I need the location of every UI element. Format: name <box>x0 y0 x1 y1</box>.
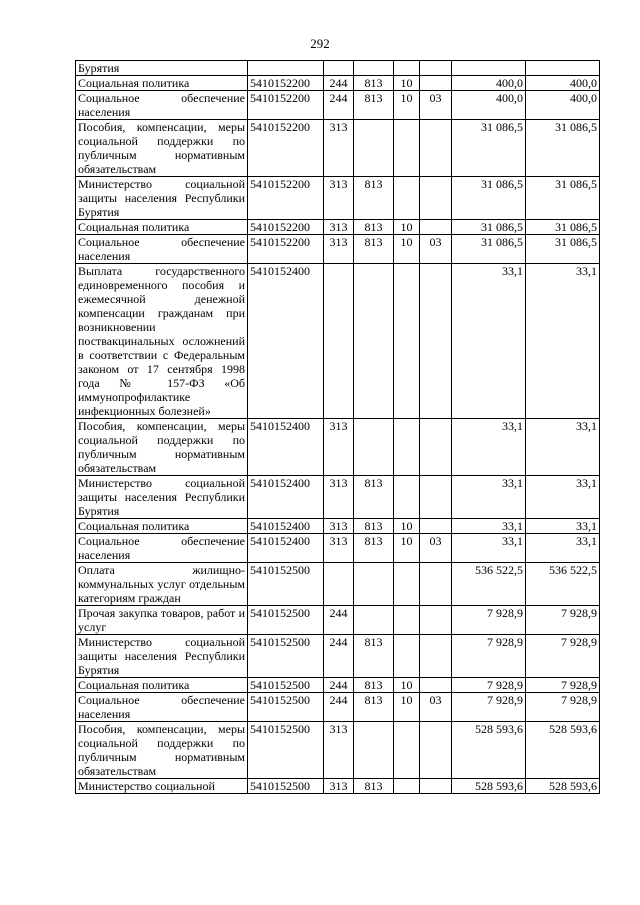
table-row <box>76 264 600 419</box>
table-row <box>76 678 600 693</box>
target-article-code: 5410152500 <box>248 606 324 635</box>
expense-type-code <box>324 264 354 419</box>
expense-type-code: 244 <box>324 606 354 635</box>
target-article-code: 5410152500 <box>248 779 324 794</box>
target-article-code: 5410152400 <box>248 264 324 419</box>
table-row <box>76 519 600 534</box>
table-row <box>76 534 600 563</box>
subsection-code <box>420 220 452 235</box>
subsection-code <box>420 419 452 476</box>
amount-second <box>526 61 600 76</box>
expense-type-code: 244 <box>324 76 354 91</box>
target-article-code: 5410152400 <box>248 419 324 476</box>
amount-second: 31 086,5 <box>526 177 600 220</box>
expense-type-code: 244 <box>324 635 354 678</box>
table-row <box>76 91 600 120</box>
table-row <box>76 476 600 519</box>
row-name: Выплата государственного единовременного пособия и ежемесячной денежной компенсации гражданам при возникновении поствакцинальных осложнений в соответствии с Федеральным законом от 17 сентября 1998 года № 157-ФЗ «Об иммунопрофилактике инфекционных болезней» <box>76 264 248 419</box>
table-row <box>76 722 600 779</box>
subsection-code <box>420 476 452 519</box>
target-article-code: 5410152200 <box>248 91 324 120</box>
section-code <box>394 476 420 519</box>
administrator-code: 813 <box>354 635 394 678</box>
table-row <box>76 177 600 220</box>
administrator-code: 813 <box>354 235 394 264</box>
amount-second: 7 928,9 <box>526 606 600 635</box>
row-name: Бурятия <box>76 61 248 76</box>
row-name: Пособия, компенсации, меры социальной поддержки по публичным нормативным обязательствам <box>76 419 248 476</box>
amount-second: 31 086,5 <box>526 235 600 264</box>
section-code <box>394 120 420 177</box>
subsection-code <box>420 722 452 779</box>
administrator-code: 813 <box>354 177 394 220</box>
administrator-code: 813 <box>354 779 394 794</box>
expense-type-code <box>324 563 354 606</box>
section-code: 10 <box>394 693 420 722</box>
budget-table <box>75 60 600 794</box>
table-row <box>76 419 600 476</box>
row-name: Социальная политика <box>76 678 248 693</box>
row-name: Пособия, компенсации, меры социальной поддержки по публичным нормативным обязательствам <box>76 722 248 779</box>
section-code <box>394 177 420 220</box>
amount-first: 7 928,9 <box>452 606 526 635</box>
amount-first <box>452 61 526 76</box>
administrator-code: 813 <box>354 693 394 722</box>
administrator-code: 813 <box>354 476 394 519</box>
administrator-code <box>354 606 394 635</box>
administrator-code <box>354 563 394 606</box>
amount-first: 400,0 <box>452 91 526 120</box>
subsection-code <box>420 61 452 76</box>
administrator-code: 813 <box>354 678 394 693</box>
expense-type-code: 313 <box>324 220 354 235</box>
section-code <box>394 264 420 419</box>
amount-first: 31 086,5 <box>452 177 526 220</box>
amount-first: 31 086,5 <box>452 220 526 235</box>
subsection-code <box>420 177 452 220</box>
subsection-code <box>420 779 452 794</box>
section-code <box>394 563 420 606</box>
row-name: Социальная политика <box>76 519 248 534</box>
administrator-code <box>354 120 394 177</box>
table-row <box>76 220 600 235</box>
section-code: 10 <box>394 76 420 91</box>
target-article-code: 5410152400 <box>248 519 324 534</box>
subsection-code <box>420 264 452 419</box>
amount-second: 31 086,5 <box>526 120 600 177</box>
administrator-code: 813 <box>354 519 394 534</box>
subsection-code <box>420 606 452 635</box>
amount-second: 33,1 <box>526 534 600 563</box>
amount-first: 33,1 <box>452 419 526 476</box>
expense-type-code: 313 <box>324 419 354 476</box>
amount-second: 7 928,9 <box>526 693 600 722</box>
expense-type-code: 244 <box>324 693 354 722</box>
row-name: Социальная политика <box>76 220 248 235</box>
row-name: Пособия, компенсации, меры социальной поддержки по публичным нормативным обязательствам <box>76 120 248 177</box>
expense-type-code: 313 <box>324 120 354 177</box>
administrator-code: 813 <box>354 534 394 563</box>
section-code: 10 <box>394 678 420 693</box>
subsection-code <box>420 120 452 177</box>
target-article-code: 5410152200 <box>248 235 324 264</box>
row-name: Оплата жилищно-коммунальных услуг отдельным категориям граждан <box>76 563 248 606</box>
subsection-code <box>420 519 452 534</box>
amount-second: 31 086,5 <box>526 220 600 235</box>
expense-type-code: 244 <box>324 678 354 693</box>
section-code <box>394 419 420 476</box>
row-name: Министерство социальной защиты населения Республики Бурятия <box>76 476 248 519</box>
section-code: 10 <box>394 519 420 534</box>
amount-first: 7 928,9 <box>452 678 526 693</box>
section-code <box>394 722 420 779</box>
target-article-code: 5410152500 <box>248 722 324 779</box>
amount-first: 31 086,5 <box>452 235 526 264</box>
row-name: Министерство социальной защиты населения Республики Бурятия <box>76 635 248 678</box>
administrator-code: 813 <box>354 220 394 235</box>
row-name: Социальное обеспечение населения <box>76 91 248 120</box>
row-name: Министерство социальной <box>76 779 248 794</box>
table-row <box>76 635 600 678</box>
expense-type-code <box>324 61 354 76</box>
expense-type-code: 313 <box>324 177 354 220</box>
expense-type-code: 313 <box>324 519 354 534</box>
amount-first: 528 593,6 <box>452 722 526 779</box>
subsection-code: 03 <box>420 693 452 722</box>
row-name: Социальное обеспечение населения <box>76 534 248 563</box>
amount-second: 33,1 <box>526 476 600 519</box>
row-name: Социальное обеспечение населения <box>76 693 248 722</box>
subsection-code <box>420 678 452 693</box>
amount-first: 33,1 <box>452 534 526 563</box>
amount-first: 33,1 <box>452 519 526 534</box>
administrator-code <box>354 722 394 779</box>
amount-second: 400,0 <box>526 91 600 120</box>
table-row <box>76 235 600 264</box>
amount-second: 33,1 <box>526 419 600 476</box>
subsection-code: 03 <box>420 91 452 120</box>
amount-second: 7 928,9 <box>526 635 600 678</box>
table-row <box>76 120 600 177</box>
target-article-code: 5410152500 <box>248 693 324 722</box>
amount-second: 7 928,9 <box>526 678 600 693</box>
target-article-code <box>248 61 324 76</box>
amount-first: 536 522,5 <box>452 563 526 606</box>
section-code <box>394 779 420 794</box>
amount-first: 400,0 <box>452 76 526 91</box>
expense-type-code: 313 <box>324 722 354 779</box>
amount-first: 33,1 <box>452 476 526 519</box>
subsection-code <box>420 635 452 678</box>
administrator-code <box>354 419 394 476</box>
row-name: Социальное обеспечение населения <box>76 235 248 264</box>
subsection-code: 03 <box>420 235 452 264</box>
amount-second: 528 593,6 <box>526 779 600 794</box>
target-article-code: 5410152200 <box>248 177 324 220</box>
target-article-code: 5410152500 <box>248 635 324 678</box>
expense-type-code: 313 <box>324 476 354 519</box>
subsection-code <box>420 76 452 91</box>
table-row <box>76 61 600 76</box>
section-code <box>394 606 420 635</box>
table-row <box>76 693 600 722</box>
expense-type-code: 313 <box>324 534 354 563</box>
administrator-code: 813 <box>354 91 394 120</box>
section-code <box>394 635 420 678</box>
amount-second: 33,1 <box>526 264 600 419</box>
target-article-code: 5410152400 <box>248 534 324 563</box>
amount-first: 7 928,9 <box>452 693 526 722</box>
expense-type-code: 313 <box>324 779 354 794</box>
amount-second: 400,0 <box>526 76 600 91</box>
table-row <box>76 606 600 635</box>
target-article-code: 5410152500 <box>248 678 324 693</box>
table-row <box>76 779 600 794</box>
expense-type-code: 244 <box>324 91 354 120</box>
amount-first: 528 593,6 <box>452 779 526 794</box>
row-name: Прочая закупка товаров, работ и услуг <box>76 606 248 635</box>
target-article-code: 5410152200 <box>248 76 324 91</box>
section-code: 10 <box>394 235 420 264</box>
row-name: Социальная политика <box>76 76 248 91</box>
administrator-code: 813 <box>354 76 394 91</box>
target-article-code: 5410152200 <box>248 120 324 177</box>
amount-first: 7 928,9 <box>452 635 526 678</box>
subsection-code: 03 <box>420 534 452 563</box>
amount-first: 33,1 <box>452 264 526 419</box>
table-row <box>76 563 600 606</box>
section-code: 10 <box>394 220 420 235</box>
row-name: Министерство социальной защиты населения Республики Бурятия <box>76 177 248 220</box>
amount-second: 536 522,5 <box>526 563 600 606</box>
expense-type-code: 313 <box>324 235 354 264</box>
page-number: 292 <box>310 36 330 51</box>
target-article-code: 5410152500 <box>248 563 324 606</box>
amount-second: 33,1 <box>526 519 600 534</box>
section-code: 10 <box>394 91 420 120</box>
subsection-code <box>420 563 452 606</box>
target-article-code: 5410152400 <box>248 476 324 519</box>
table-row <box>76 76 600 91</box>
administrator-code <box>354 264 394 419</box>
amount-first: 31 086,5 <box>452 120 526 177</box>
administrator-code <box>354 61 394 76</box>
target-article-code: 5410152200 <box>248 220 324 235</box>
section-code: 10 <box>394 534 420 563</box>
amount-second: 528 593,6 <box>526 722 600 779</box>
section-code <box>394 61 420 76</box>
